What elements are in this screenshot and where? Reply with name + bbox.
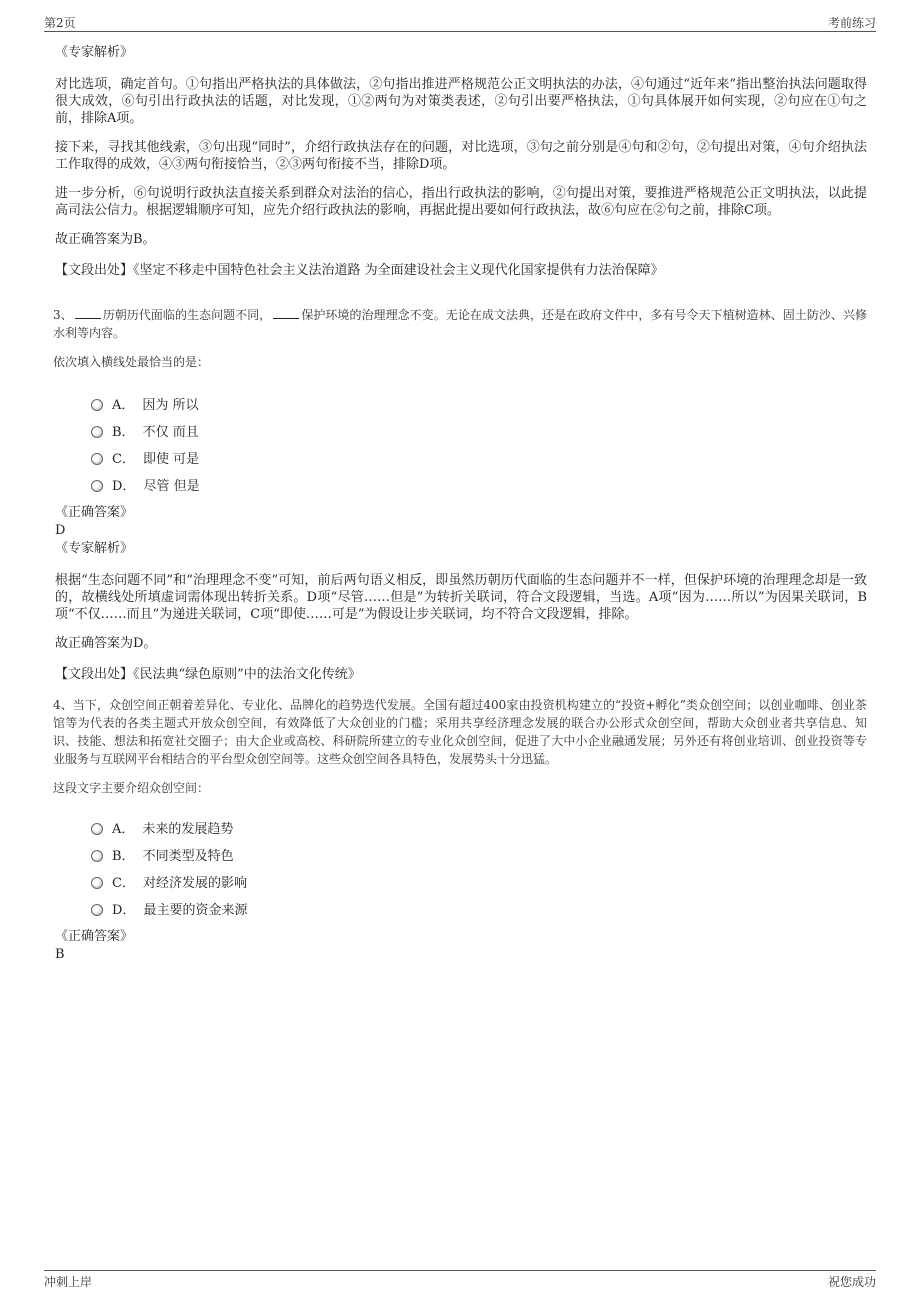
analysis-conclusion: 故正确答案为B。 [55,232,156,247]
option-a[interactable] [91,814,867,841]
question-text: 保护环境的治理理念不变。无论在成文法典，还是在政府文件中，多有号令天下植树造林、固土防沙、兴修水利等内容。 [53,308,867,340]
option-letter: A． [112,398,135,413]
document-body [55,44,867,964]
option-b[interactable] [91,841,867,868]
footer-right-text: 祝您成功 [827,1275,876,1289]
radio-icon[interactable] [91,453,103,465]
option-letter: D． [112,479,136,494]
correct-answer: B [55,947,65,962]
page-number: 第2页 [44,16,76,30]
option-letter: C． [112,452,135,467]
source-citation: 【文段出处】《坚定不移走中国特色社会主义法治道路 为全面建设社会主义现代化国家提供有力法治保障》 [55,263,664,278]
question-prompt: 这段文字主要介绍众创空间： [53,781,210,795]
option-d[interactable] [91,895,867,922]
radio-icon[interactable] [91,426,103,438]
option-b[interactable] [91,417,867,444]
page-footer [44,1270,876,1293]
source-citation: 【文段出处】《民法典“绿色原则”中的法治文化传统》 [55,667,361,682]
option-text: 未来的发展趋势 [142,822,234,837]
option-text: 即使 可是 [142,452,200,467]
analysis-paragraph: 接下来，寻找其他线索，③句出现“同时”，介绍行政执法存在的问题，对比选项，③句之前分别是④句和②句，②句提出对策，④句介绍执法工作取得的成效，④③两句衔接恰当，②③两句衔接不当，排除D项。 [55,140,867,172]
header-title: 考前练习 [827,16,876,30]
analysis-paragraph: 进一步分析，⑥句说明行政执法直接关系到群众对法治的信心，指出行政执法的影响，②句提出对策，要推进严格规范公正文明执法，以此提高司法公信力。根据逻辑顺序可知，应先介绍行政执法的影响，再据此提出要如何行政执法，故⑥句应在②句之前，排除C项。 [55,186,867,218]
option-a[interactable] [91,390,867,417]
option-letter: B． [112,849,135,864]
radio-icon[interactable] [91,877,103,889]
option-text: 不同类型及特色 [142,849,234,864]
analysis-paragraph: 根据“生态问题不同”和“治理理念不变”可知，前后两句语义相反，即虽然历朝历代面临的生态问题并不一样，但保护环境的治理理念却是一致的，故横线处所填虚词需体现出转折关系。D项“尽管……但是”为转折关联词，符合文段逻辑，当选。A项“因为……所以”为因果关联词，B项“不仅……而且”为递进关联词，C项“即使……可是”为假设让步关联词，均不符合文段逻辑，排除。 [55,573,867,622]
analysis-paragraph: 对比选项，确定首句。①句指出严格执法的具体做法，②句指出推进严格规范公正文明执法的办法，④句通过“近年来”指出整治执法问题取得很大成效，⑥句引出行政执法的话题，对比发现，①②两句为对策类表述，②句引出要严格执法，①句具体展开如何实现，②句应在①句之前，排除A项。 [55,77,867,126]
footer-left-text: 冲刺上岸 [44,1275,93,1289]
option-letter: A． [112,822,135,837]
page-header [44,14,876,32]
option-c[interactable] [91,444,867,471]
option-text: 不仅 而且 [142,425,199,440]
expert-analysis-label: 《专家解析》 [55,45,134,60]
radio-icon[interactable] [91,850,103,862]
option-text: 尽管 但是 [143,479,200,494]
radio-icon[interactable] [91,480,103,492]
fill-blank [75,306,101,319]
correct-answer-label: 《正确答案》 [55,929,134,944]
options-list [91,814,867,922]
option-letter: D． [112,903,136,918]
question-4: 4、当下，众创空间正朝着差异化、专业化、品牌化的趋势迭代发展。全国有超过400家由投资机构建立的“投资+孵化”类众创空间；以创业咖啡、创业茶馆等为代表的各类主题式开放众创空间，有效降低了大众创业的门槛；采用共享经济理念发展的联合办公形式众创空间，帮助大众创业者共享信息、知识、技能、想法和拓宽社交圈子；由大企业或高校、科研院所建立的专业化众创空间，促进了大中小企业融通发展；另外还有将创业培训、创业投资等专业服务与互联网平台相结合的平台型众创空间等。这些众创空间各具特色，发展势头十分迅猛。 [53,698,867,766]
question-number: 3、 [53,308,73,322]
correct-answer: D [55,523,66,538]
option-letter: C． [112,876,135,891]
option-d[interactable] [91,471,867,498]
question-text: 历朝历代面临的生态问题不同， [102,308,272,322]
radio-icon[interactable] [91,823,103,835]
option-text: 最主要的资金来源 [143,903,248,918]
question-3 [53,306,867,342]
option-text: 因为 所以 [142,398,199,413]
correct-answer-label: 《正确答案》 [55,505,134,520]
options-list [91,390,867,498]
radio-icon[interactable] [91,399,103,411]
fill-blank [273,306,299,319]
radio-icon[interactable] [91,904,103,916]
question-prompt: 依次填入横线处最恰当的是： [53,355,210,369]
option-letter: B． [112,425,135,440]
analysis-conclusion: 故正确答案为D。 [55,636,157,651]
expert-analysis-label: 《专家解析》 [55,541,134,556]
option-c[interactable] [91,868,867,895]
option-text: 对经济发展的影响 [142,876,247,891]
